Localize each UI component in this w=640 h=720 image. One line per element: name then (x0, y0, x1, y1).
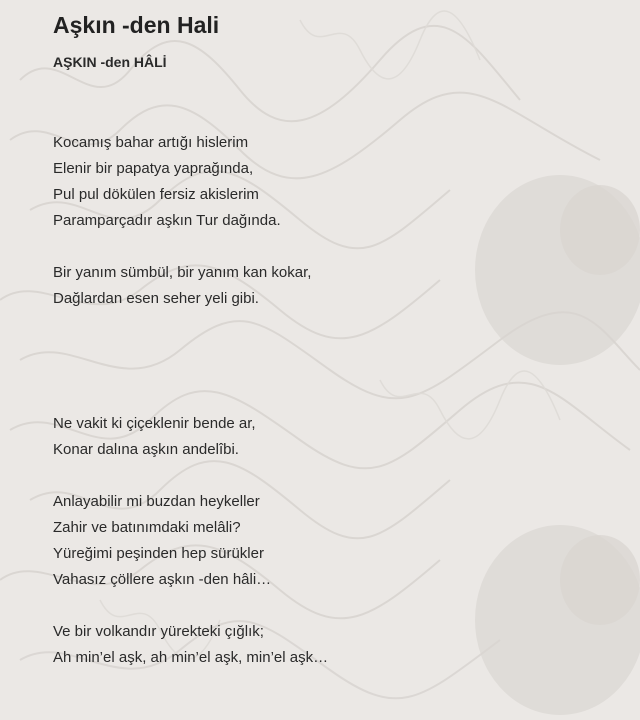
poem-stanza-4 (53, 489, 271, 593)
poem-line: Ve bir volkandır yürekteki çığlık; (53, 623, 264, 640)
poem-line: Elenir bir papatya yaprağında, (53, 160, 254, 177)
poem-stanza-5 (53, 619, 328, 671)
poem-line: Konar dalına aşkın andelîbi. (53, 441, 239, 458)
poem-line: Paramparçadır aşkın Tur dağında. (53, 212, 281, 229)
poem-subtitle: AŞKIN -den HÂLİ (53, 54, 167, 70)
poem-line: Pul pul dökülen fersiz akislerim (53, 186, 259, 203)
poem-line: Yüreğimi peşinden hep sürükler (53, 545, 264, 562)
poem-line: Ah min’el aşk, ah min’el aşk, min’el aşk… (53, 649, 329, 666)
poem-line: Anlayabilir mi buzdan heykeller (53, 493, 260, 510)
poem-stanza-1 (53, 130, 281, 234)
poem-stanza-2 (53, 260, 311, 312)
poem-line: Dağlardan esen seher yeli gibi. (53, 290, 259, 307)
poem-line: Ne vakit ki çiçeklenir bende ar, (53, 415, 256, 432)
poem-line: Vahasız çöllere aşkın -den hâli… (53, 571, 272, 588)
poem-line: Zahir ve batınımdaki melâli? (53, 519, 241, 536)
poem-line: Kocamış bahar artığı hislerim (53, 134, 249, 151)
poem-line: Bir yanım sümbül, bir yanım kan kokar, (53, 264, 312, 281)
poem-title: Aşkın -den Hali (53, 12, 220, 38)
poem-stanza-3 (53, 411, 256, 463)
